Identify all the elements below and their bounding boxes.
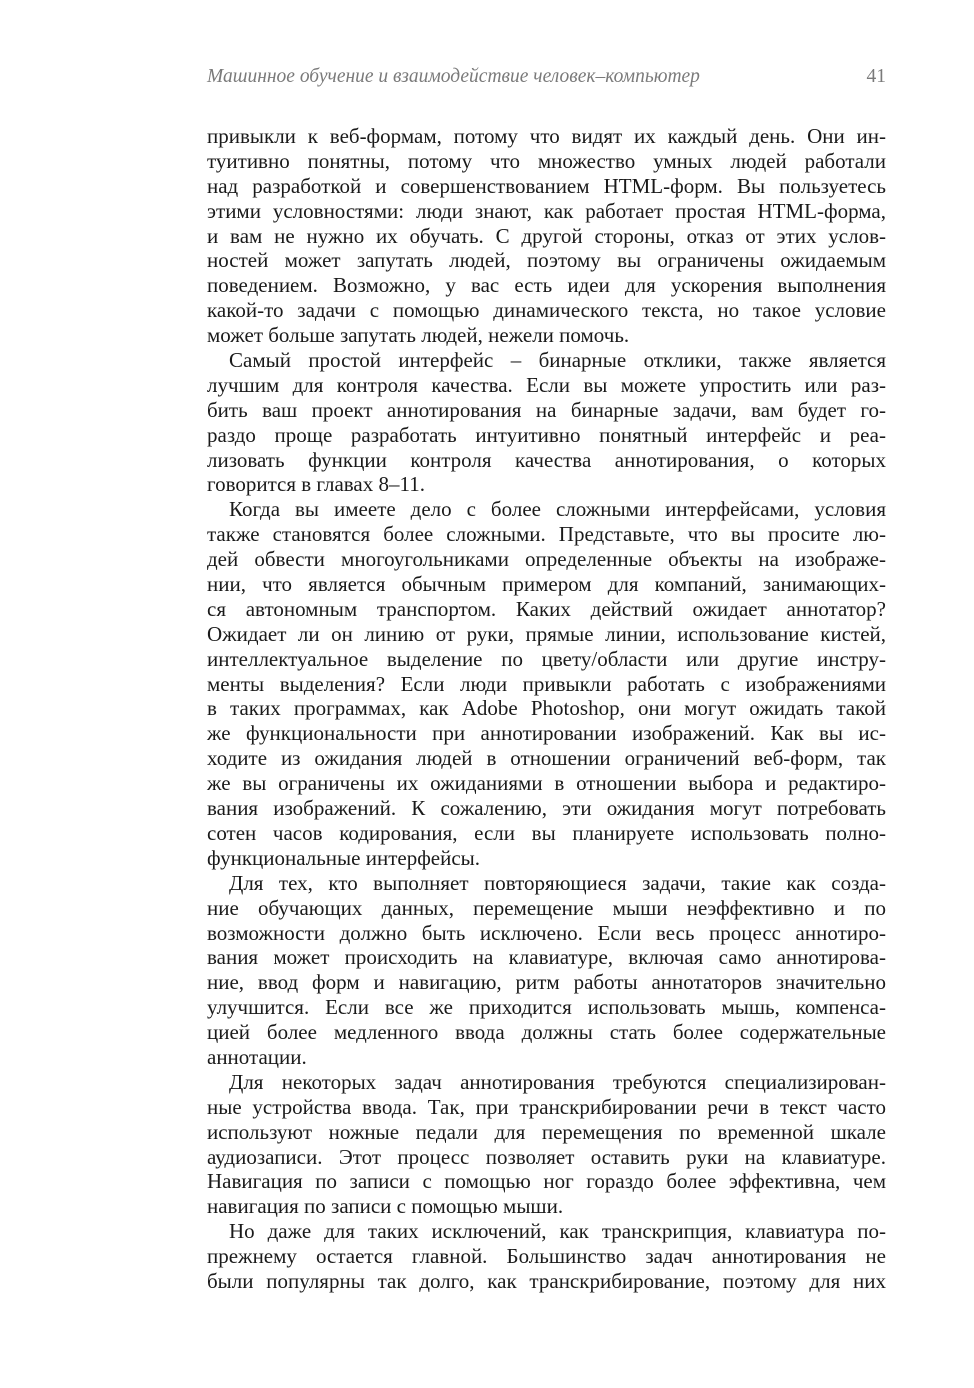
text-line: менты выделения? Если люди привыкли работать с изображениями	[207, 671, 886, 696]
text-line: какой-то задачи с помощью динамического текста, но такое условие	[207, 298, 886, 323]
text-line: возможности должно быть исключено. Если весь процесс аннотиро-	[207, 920, 886, 945]
text-line: ностей может запутать людей, поэтому вы ограничены ожидаемым	[207, 248, 886, 273]
text-line: туитивно понятны, потому что множество умных людей работали	[207, 148, 886, 173]
text-line: же вы ограничены их ожиданиями в отношении выбора и редактиро-	[207, 771, 886, 796]
text-line: Навигация по записи с помощью ног гораздо более эффективна, чем	[207, 1169, 886, 1194]
text-line: вания может происходить на клавиатуре, включая само аннотирова-	[207, 945, 886, 970]
text-line: используют ножные педали для перемещения по временной шкале	[207, 1119, 886, 1144]
text-line: аудиозаписи. Этот процесс позволяет оставить руки на клавиатуре.	[207, 1144, 886, 1169]
text-line: сотен часов кодирования, если вы планируете использовать полно-	[207, 820, 886, 845]
paragraph	[207, 124, 886, 348]
paragraph	[207, 497, 886, 870]
text-line: над разработкой и совершенствованием HTML-форм. Вы пользуетесь	[207, 173, 886, 198]
running-header	[207, 66, 886, 94]
paragraph	[207, 1219, 886, 1294]
text-line: интеллектуальное выделение по цвету/области или другие инстру-	[207, 646, 886, 671]
text-line: ние, ввод форм и навигацию, ритм работы аннотаторов значительно	[207, 970, 886, 995]
text-line: этими условностями: люди знают, как работает простая HTML-форма,	[207, 198, 886, 223]
chapter-title: Машинное обучение и взаимодействие человек–компьютер	[207, 66, 700, 87]
text-line: может больше запутать людей, нежели помочь.	[207, 323, 630, 348]
text-line: Когда вы имеете дело с более сложными интерфейсами, условия	[229, 497, 886, 522]
text-line: Но даже для таких исключений, как транскрипция, клавиатура по-	[229, 1219, 886, 1244]
text-line: функциональные интерфейсы.	[207, 845, 481, 870]
text-line: прежнему остается главной. Большинство задач аннотирования не	[207, 1244, 886, 1269]
paragraph	[207, 1070, 886, 1219]
page-number: 41	[866, 66, 886, 87]
text-line: лучшим для контроля качества. Если вы можете упростить или раз-	[207, 372, 886, 397]
text-line: нии, что является обычным примером для компаний, занимающих-	[207, 572, 886, 597]
text-line: и вам не нужно их обучать. С другой стороны, отказ от этих услов-	[207, 223, 886, 248]
text-line: Для некоторых задач аннотирования требуются специализирован-	[229, 1069, 886, 1094]
text-line: ходите из ожидания людей в отношении ограничений веб-форм, так	[207, 746, 886, 771]
text-line: Ожидает ли он линию от руки, прямые линии, использование кистей,	[207, 621, 886, 646]
text-line: были популярны так долго, как транскрибирование, поэтому для них	[207, 1268, 886, 1293]
text-line: поведением. Возможно, у вас есть идеи для ускорения выполнения	[207, 273, 886, 298]
text-line: привыкли к веб-формам, потому что видят их каждый день. Они ин-	[207, 124, 886, 148]
text-line: лизовать функции контроля качества аннотирования, о которых	[207, 447, 886, 472]
text-line: говорится в главах 8–11.	[207, 472, 425, 497]
text-line: улучшится. Если все же приходится использовать мышь, компенса-	[207, 995, 886, 1020]
text-line: навигация по записи с помощью мыши.	[207, 1194, 564, 1219]
body-text	[207, 124, 886, 1294]
text-line: ся автономным транспортом. Каких действий ожидает аннотатор?	[207, 596, 886, 621]
text-line: раздо проще разработать интуитивно понятный интерфейс и реа-	[207, 422, 886, 447]
text-line: вания изображений. К сожалению, эти ожидания могут потребовать	[207, 796, 886, 821]
text-line: ные устройства ввода. Так, при транскрибировании речи в текст часто	[207, 1094, 886, 1119]
text-line: дей обвести многоугольниками определенные объекты на изображе-	[207, 547, 886, 572]
text-line: аннотации.	[207, 1044, 307, 1069]
text-line: Самый простой интерфейс – бинарные отклики, также является	[229, 348, 886, 373]
text-line: в таких программах, как Adobe Photoshop, они могут ожидать такой	[207, 696, 886, 721]
text-line: бить ваш проект аннотирования на бинарные задачи, вам будет го-	[207, 397, 886, 422]
text-line: также становятся более сложными. Представьте, что вы просите лю-	[207, 522, 886, 547]
text-line: же функциональности при аннотировании изображений. Как вы ис-	[207, 721, 886, 746]
text-line: Для тех, кто выполняет повторяющиеся задачи, такие как созда-	[229, 870, 886, 895]
text-line: ние обучающих данных, перемещение мыши неэффективно и по	[207, 895, 886, 920]
text-line: цией более медленного ввода должны стать более содержательные	[207, 1020, 886, 1045]
paragraph	[207, 871, 886, 1070]
paragraph	[207, 348, 886, 497]
